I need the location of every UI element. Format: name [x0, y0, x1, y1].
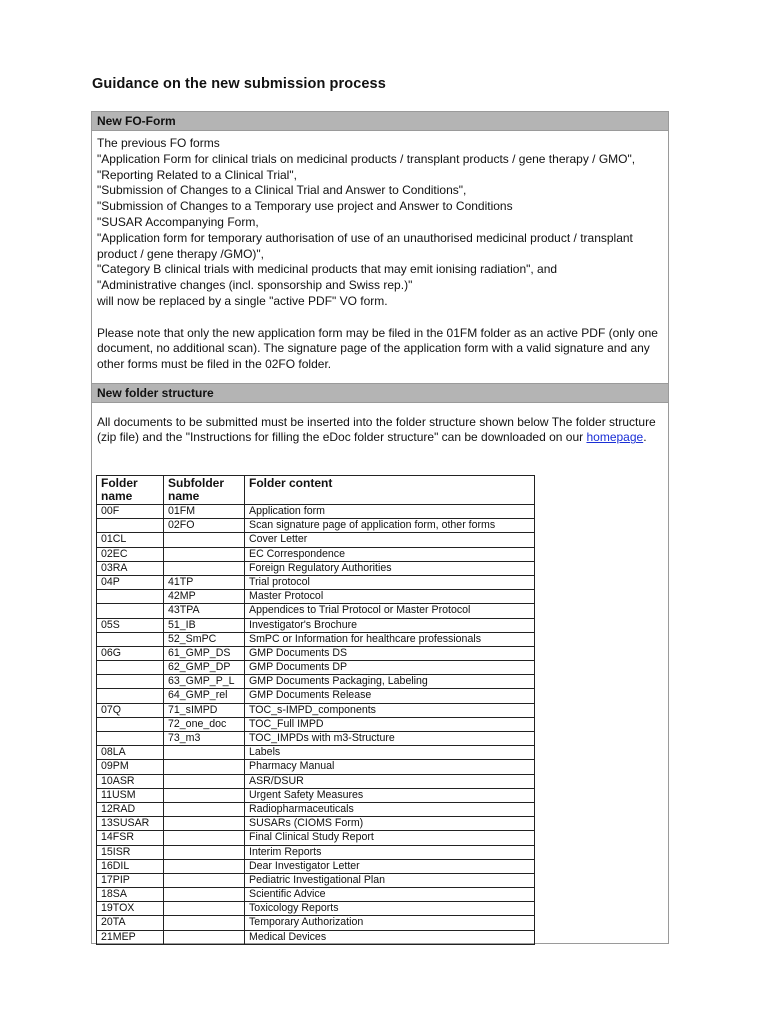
subfolder-name-cell — [164, 831, 245, 845]
folder-content-cell: ASR/DSUR — [245, 774, 535, 788]
folder-content-cell: Final Clinical Study Report — [245, 831, 535, 845]
table-row — [97, 519, 535, 533]
folder-name-cell — [97, 717, 164, 731]
table-row — [97, 505, 535, 519]
folder-name-cell: 12RAD — [97, 802, 164, 816]
folder-name-cell: 05S — [97, 618, 164, 632]
folder-name-cell — [97, 732, 164, 746]
subfolder-name-cell: 61_GMP_DS — [164, 646, 245, 660]
table-row — [97, 859, 535, 873]
header-folder-content: Folder content — [245, 476, 535, 505]
folder-name-cell: 18SA — [97, 888, 164, 902]
folder-name-cell: 11USM — [97, 788, 164, 802]
folder-name-cell — [97, 604, 164, 618]
folder-content-cell: SUSARs (CIOMS Form) — [245, 817, 535, 831]
folder-content-cell: TOC_s-IMPD_components — [245, 703, 535, 717]
subfolder-name-cell: 01FM — [164, 505, 245, 519]
folder-name-cell — [97, 590, 164, 604]
subfolder-name-cell: 62_GMP_DP — [164, 661, 245, 675]
folder-name-cell: 08LA — [97, 746, 164, 760]
fo-form-line: "Application Form for clinical trials on medicinal products / transplant products / gene therapy / GMO", — [97, 151, 636, 166]
subfolder-name-cell — [164, 760, 245, 774]
folder-content-cell: Trial protocol — [245, 575, 535, 589]
folder-name-cell: 07Q — [97, 703, 164, 717]
header-subfolder-name: Subfolder name — [164, 476, 245, 505]
folder-content-cell: GMP Documents DP — [245, 661, 535, 675]
folder-content-cell: Scientific Advice — [245, 888, 535, 902]
folder-name-cell — [97, 519, 164, 533]
intro-text: All documents to be submitted must be inserted into the folder structure shown below The folder structure (zip file) and the "Instructions for filling the eDoc folder structure" can be downloaded on our — [97, 415, 656, 445]
subfolder-name-cell: 71_sIMPD — [164, 703, 245, 717]
table-row — [97, 590, 535, 604]
subfolder-name-cell — [164, 774, 245, 788]
folder-name-cell — [97, 689, 164, 703]
subfolder-name-cell: 42MP — [164, 590, 245, 604]
table-row — [97, 717, 535, 731]
header-folder-name: Folder name — [97, 476, 164, 505]
fo-form-line: will now be replaced by a single "active PDF" VO form. — [97, 293, 388, 308]
table-row — [97, 661, 535, 675]
subfolder-name-cell — [164, 845, 245, 859]
folder-name-cell: 14FSR — [97, 831, 164, 845]
folder-name-cell: 10ASR — [97, 774, 164, 788]
folder-content-cell: Radiopharmaceuticals — [245, 802, 535, 816]
folder-name-cell: 20TA — [97, 916, 164, 930]
table-row — [97, 746, 535, 760]
folder-content-cell: TOC_Full IMPD — [245, 717, 535, 731]
table-row — [97, 788, 535, 802]
folder-content-cell: GMP Documents Packaging, Labeling — [245, 675, 535, 689]
subfolder-name-cell: 52_SmPC — [164, 632, 245, 646]
subfolder-name-cell: 72_one_doc — [164, 717, 245, 731]
fo-form-line: "Submission of Changes to a Temporary use project and Answer to Conditions — [97, 199, 513, 214]
folder-structure-body — [92, 403, 668, 446]
table-row — [97, 703, 535, 717]
folder-name-cell: 19TOX — [97, 902, 164, 916]
folder-structure-intro — [97, 415, 663, 446]
subfolder-name-cell — [164, 802, 245, 816]
fo-form-body — [92, 131, 668, 384]
folder-content-cell: GMP Documents Release — [245, 689, 535, 703]
fo-form-line: "SUSAR Accompanying Form, — [97, 214, 259, 229]
folder-name-cell: 13SUSAR — [97, 817, 164, 831]
subfolder-name-cell: 41TP — [164, 575, 245, 589]
table-row — [97, 561, 535, 575]
table-row — [97, 533, 535, 547]
subfolder-name-cell — [164, 902, 245, 916]
subfolder-name-cell — [164, 746, 245, 760]
fo-form-line: "Application form for temporary authorisation of use of an unauthorised medicinal product / transplant product / gene therapy /GMO)", — [97, 230, 633, 261]
table-row — [97, 604, 535, 618]
folder-content-cell: Pharmacy Manual — [245, 760, 535, 774]
folder-content-cell: GMP Documents DS — [245, 646, 535, 660]
folder-content-cell: Pediatric Investigational Plan — [245, 873, 535, 887]
folder-name-cell: 00F — [97, 505, 164, 519]
subfolder-name-cell — [164, 916, 245, 930]
table-row — [97, 689, 535, 703]
table-row — [97, 646, 535, 660]
subfolder-name-cell — [164, 930, 245, 944]
homepage-link[interactable]: homepage — [586, 430, 644, 445]
subfolder-name-cell: 64_GMP_rel — [164, 689, 245, 703]
table-row — [97, 873, 535, 887]
fo-form-line: "Category B clinical trials with medicinal products that may emit ionising radiation", and — [97, 262, 558, 277]
folder-content-cell: Urgent Safety Measures — [245, 788, 535, 802]
table-row — [97, 817, 535, 831]
folder-name-cell: 06G — [97, 646, 164, 660]
table-row — [97, 760, 535, 774]
folder-content-cell: Toxicology Reports — [245, 902, 535, 916]
folder-content-cell: Investigator's Brochure — [245, 618, 535, 632]
folder-content-cell: EC Correspondence — [245, 547, 535, 561]
page-title: Guidance on the new submission process — [92, 76, 386, 92]
table-row — [97, 902, 535, 916]
table-row — [97, 675, 535, 689]
folder-name-cell: 09PM — [97, 760, 164, 774]
fo-form-note: Please note that only the new application form may be filed in the 01FM folder as an active PDF (only one document, no additional scan). The signature page of the application form with a valid signature and any other forms must be filed in the 02FO folder. — [97, 325, 658, 372]
subfolder-name-cell: 63_GMP_P_L — [164, 675, 245, 689]
folder-name-cell: 02EC — [97, 547, 164, 561]
folder-name-cell — [97, 675, 164, 689]
folder-content-cell: Medical Devices — [245, 930, 535, 944]
subfolder-name-cell: 02FO — [164, 519, 245, 533]
table-row — [97, 618, 535, 632]
section-header-fo-form: New FO-Form — [92, 112, 668, 131]
subfolder-name-cell — [164, 561, 245, 575]
folder-content-cell: Foreign Regulatory Authorities — [245, 561, 535, 575]
folder-name-cell: 04P — [97, 575, 164, 589]
table-row — [97, 802, 535, 816]
section-header-folder-structure: New folder structure — [92, 384, 668, 403]
folder-name-cell: 01CL — [97, 533, 164, 547]
subfolder-name-cell: 73_m3 — [164, 732, 245, 746]
fo-form-line: "Submission of Changes to a Clinical Trial and Answer to Conditions", — [97, 183, 467, 198]
folder-name-cell: 03RA — [97, 561, 164, 575]
subfolder-name-cell — [164, 788, 245, 802]
folder-name-cell: 21MEP — [97, 930, 164, 944]
folder-content-cell: TOC_IMPDs with m3-Structure — [245, 732, 535, 746]
table-header-row — [97, 476, 535, 505]
subfolder-name-cell: 43TPA — [164, 604, 245, 618]
subfolder-name-cell — [164, 533, 245, 547]
fo-form-line: "Administrative changes (incl. sponsorship and Swiss rep.)" — [97, 278, 413, 293]
folder-content-cell: Application form — [245, 505, 535, 519]
fo-form-line: The previous FO forms — [97, 136, 220, 150]
table-row — [97, 916, 535, 930]
intro-end: . — [643, 430, 647, 445]
folder-content-cell: Cover Letter — [245, 533, 535, 547]
folder-name-cell: 16DIL — [97, 859, 164, 873]
table-row — [97, 547, 535, 561]
subfolder-name-cell — [164, 817, 245, 831]
table-row — [97, 732, 535, 746]
table-row — [97, 888, 535, 902]
subfolder-name-cell — [164, 888, 245, 902]
subfolder-name-cell: 51_IB — [164, 618, 245, 632]
folder-content-cell: SmPC or Information for healthcare professionals — [245, 632, 535, 646]
folder-name-cell: 17PIP — [97, 873, 164, 887]
subfolder-name-cell — [164, 859, 245, 873]
folder-structure-table — [96, 475, 535, 945]
table-row — [97, 930, 535, 944]
folder-content-cell: Interim Reports — [245, 845, 535, 859]
fo-form-line: "Reporting Related to a Clinical Trial", — [97, 167, 297, 182]
folder-name-cell — [97, 632, 164, 646]
table-row — [97, 831, 535, 845]
folder-name-cell — [97, 661, 164, 675]
folder-content-cell: Appendices to Trial Protocol or Master Protocol — [245, 604, 535, 618]
table-body — [97, 505, 535, 945]
folder-name-cell: 15ISR — [97, 845, 164, 859]
table-row — [97, 845, 535, 859]
folder-content-cell: Dear Investigator Letter — [245, 859, 535, 873]
subfolder-name-cell — [164, 547, 245, 561]
table-row — [97, 774, 535, 788]
folder-content-cell: Scan signature page of application form, other forms — [245, 519, 535, 533]
table-row — [97, 632, 535, 646]
folder-content-cell: Labels — [245, 746, 535, 760]
folder-content-cell: Temporary Authorization — [245, 916, 535, 930]
table-row — [97, 575, 535, 589]
subfolder-name-cell — [164, 873, 245, 887]
folder-content-cell: Master Protocol — [245, 590, 535, 604]
